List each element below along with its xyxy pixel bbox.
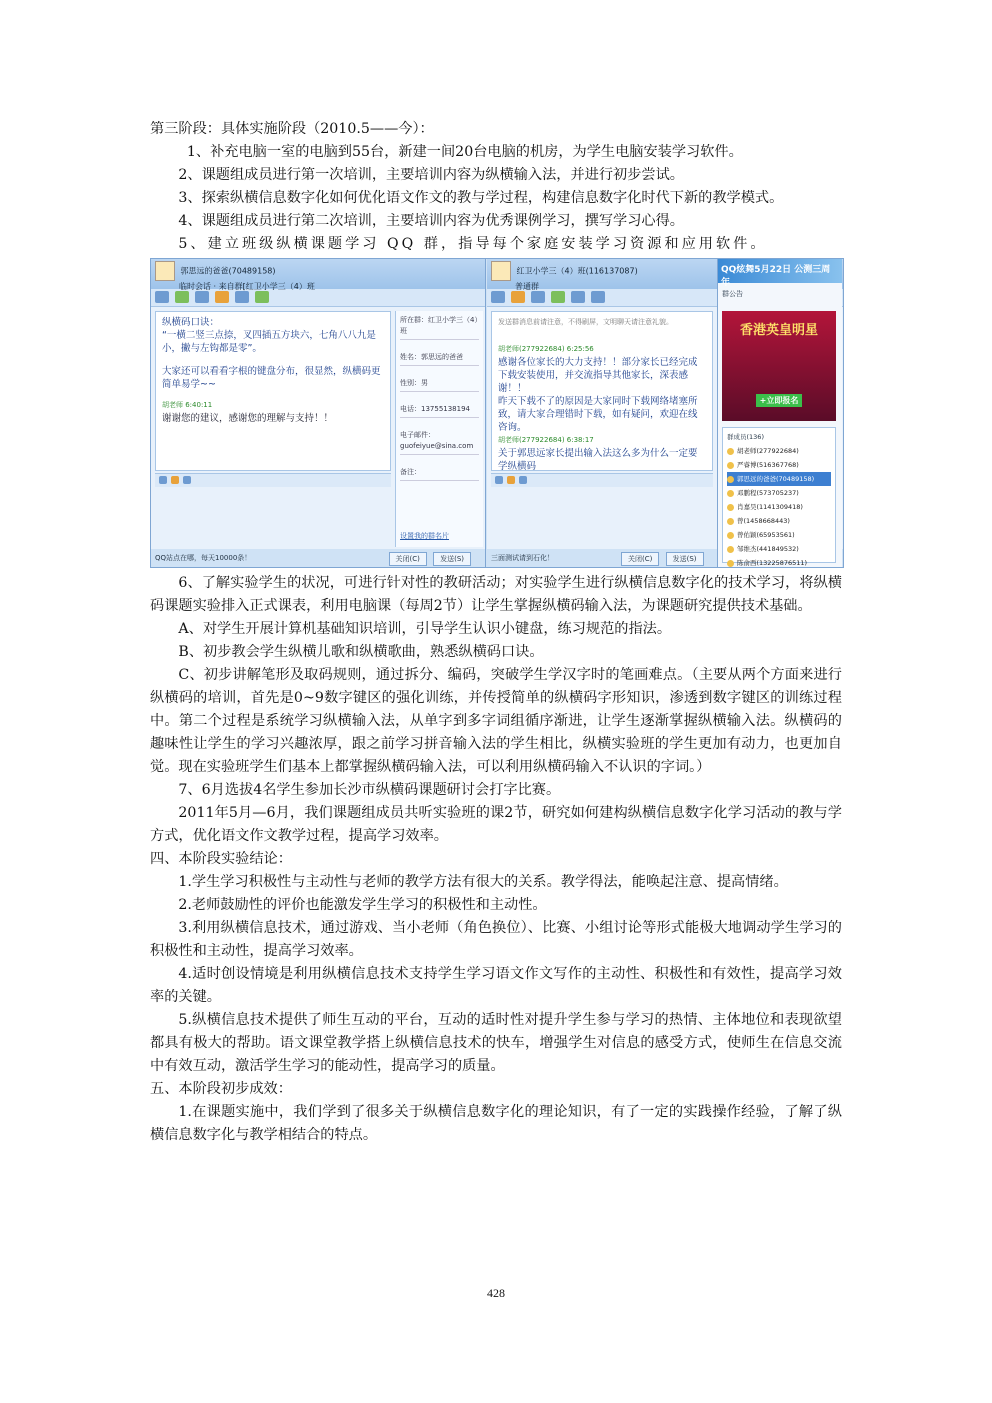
- section-4-title: 四、本阶段实验结论：: [150, 851, 292, 867]
- settings-icon: [591, 291, 605, 303]
- font-icon: [495, 476, 503, 484]
- chat-message: 大家还可以看看字根的键盘分布，很显然，纵横码更简单易学~~: [162, 366, 381, 390]
- chat-meta: 胡老师 6:40:11: [162, 401, 213, 409]
- chat-meta: 胡老师(277922684) 6:25:56: [498, 345, 594, 353]
- private-chat-title: 郭思远的爸爸(70489158): [180, 266, 276, 276]
- send-button[interactable]: 发送(S): [433, 552, 471, 566]
- screen-icon: [235, 291, 249, 303]
- private-chat-status: [151, 549, 485, 567]
- group-notice: 发送群消息前请注意，不得刷屏，文明聊天请注意礼貌。: [498, 318, 673, 326]
- emoji-icon: [507, 476, 515, 484]
- user-icon: [727, 518, 734, 525]
- user-icon: [727, 532, 734, 539]
- user-icon: [727, 476, 734, 483]
- private-chat-window: [151, 259, 486, 567]
- private-chat-input-toolbar: [155, 473, 391, 487]
- item-4: 4、课题组成员进行第二次培训，主要培训内容为优秀课例学习，撰写学习心得。: [178, 213, 684, 229]
- user-icon: [727, 546, 734, 553]
- member-name: 姓名：郭思远的爸爸: [400, 352, 479, 366]
- member-gender: 性别：男: [400, 378, 479, 392]
- file-icon: [195, 291, 209, 303]
- group-chat-title: 红卫小学三（4）班(116137087): [516, 266, 638, 276]
- private-chat-toolbar: [151, 289, 485, 307]
- member-list-title: 群成员(136): [727, 433, 764, 441]
- voice-icon: [175, 291, 189, 303]
- sub-item-c: C、初步讲解笔形及取码规则，通过拆分、编码，突破学生学汉字时的笔画难点。（主要从两个方面来进行纵横码的培训，首先是0~9数字键区的强化训练，并传授简单的纵横码字形知识，渗透到数字键区的训练过程中。第二个过程是系统学习纵横输入法，从单字到多字词组循序渐进，让学生逐渐掌握纵横输入法。纵横码的趣味性让学生的学习兴趣浓厚，跟之前学习拼音输入法的学生相比，纵横实验班的学生更加有动力，也更加自觉。现在实验班学生们基本上都掌握纵横码输入法，可以利用纵横码输入不认识的字词。）: [150, 667, 842, 775]
- group-chat-subtitle: 普通群: [515, 282, 539, 291]
- status-text: QQ站点在哪，每天10000条！: [155, 554, 252, 562]
- member-group: 所在群：红卫小学三（4）班: [400, 315, 479, 340]
- result-1: 1.在课题实施中，我们学到了很多关于纵横信息数字化的理论知识，有了一定的实践操作经验，了解了纵横信息数字化与教学相结合的特点。: [150, 1104, 842, 1143]
- member-phone: 电话：13755138194: [400, 404, 479, 418]
- item-6: 6、了解实验学生的状况，可进行针对性的教研活动；对实验学生进行纵横信息数字化的技术学习，将纵横码课题实验排入正式课表，利用电脑课（每周2节）让学生掌握纵横码输入法，为课题研究提供技术基础。: [150, 575, 842, 614]
- member-list: [722, 427, 836, 567]
- conclusion-3: 3.利用纵横信息技术，通过游戏、当小老师（角色换位）、比赛、小组讨论等形式能极大地调动学生学习的积极性和主动性，提高学习效率。: [150, 920, 842, 959]
- private-chat-subtitle: 临时会话 · 来自群[红卫小学三（4）班: [179, 282, 315, 291]
- conclusion-2: 2.老师鼓励性的评价也能激发学生学习的积极性和主动性。: [178, 897, 547, 913]
- member-email-label: 电子邮件：: [400, 431, 435, 439]
- status-text: 三面测试请到石化！: [491, 554, 554, 562]
- item-2: 2、课题组成员进行第一次培训，主要培训内容为纵横输入法，并进行初步尝试。: [178, 167, 684, 183]
- user-icon: [727, 448, 734, 455]
- member-item[interactable]: 曾(1458668443): [727, 514, 831, 528]
- album-icon: [531, 291, 545, 303]
- member-card: [395, 311, 483, 547]
- font-icon: [159, 476, 167, 484]
- ad-poster[interactable]: [722, 311, 836, 421]
- group-side-panel: [717, 259, 842, 567]
- private-chat-titlebar: [151, 259, 485, 289]
- conclusion-4: 4.适时创设情境是利用纵横信息技术支持学生学习语文作文写作的主动性、积极性和有效性，提高学习效率的关键。: [150, 966, 842, 1005]
- member-item[interactable]: 陈俞西(13225876511): [727, 556, 831, 568]
- notice-label: 群公告: [722, 290, 743, 298]
- emoji-icon: [171, 476, 179, 484]
- member-note: 备注：: [400, 467, 479, 481]
- item-1: 1、补充电脑一室的电脑到55台，新建一间20台电脑的机房，为学生电脑安装学习软件。: [186, 144, 743, 160]
- ad-banner[interactable]: QQ炫舞5月22日 公测三周年: [718, 259, 842, 283]
- member-item[interactable]: 胡老师(277922684): [727, 444, 831, 458]
- page-number: 428: [487, 1286, 505, 1300]
- send-button[interactable]: 发送(S): [666, 552, 704, 566]
- close-button[interactable]: 关闭(C): [389, 552, 427, 566]
- item-5: 5、建立班级纵横课题学习 QQ 群，指导每个家庭安装学习资源和应用软件。: [178, 236, 768, 252]
- member-item-selected[interactable]: 郭思远的爸爸(70489158): [727, 472, 831, 486]
- stage-heading: 第三阶段：具体实施阶段（2010.5——今）：: [150, 121, 434, 137]
- close-button[interactable]: 关闭(C): [621, 552, 659, 566]
- poster-title: 香港英皇明星: [739, 323, 818, 338]
- user-icon: [727, 490, 734, 497]
- video-icon: [155, 291, 169, 303]
- image-icon: [519, 476, 527, 484]
- group-chat-input-toolbar: [491, 473, 713, 487]
- user-icon: [727, 560, 734, 567]
- user-icon: [727, 504, 734, 511]
- poster-button[interactable]: +立即报名: [756, 394, 803, 407]
- image-icon: [183, 476, 191, 484]
- avatar: [155, 261, 175, 281]
- chat-message: 谢谢您的建议，感谢您的理解与支持！！: [162, 413, 334, 424]
- chat-message: 关于郭思远家长提出输入法这么多为什么一定要学纵横码: [498, 448, 698, 471]
- chat-message: 纵横码口诀： “一横二竖三点捺，叉四插五方块六，七角八八九是小，撇与左钩都是零”。: [162, 317, 376, 354]
- chat-message: 感谢各位家长的大力支持！！部分家长已经完成下载安装使用，并交流指导其他家长，深表感谢！！ 昨天下载不了的原因是大家同时下载网络堵塞所致，请大家合理错时下载，如有疑问，欢迎在线咨询。: [498, 357, 698, 433]
- member-item[interactable]: 邹维杰(441849532): [727, 542, 831, 556]
- document-body: [150, 118, 842, 1147]
- paragraph-2011: 2011年5月—6月，我们课题组成员共听实验班的课2节，研究如何建构纵横信息数字化学习活动的教与学方式，优化语文作文教学过程，提高学习效率。: [150, 805, 842, 844]
- conclusion-5: 5.纵横信息技术提供了师生互动的平台，互动的适时性对提升学生参与学习的热情、主体地位和表现欲望都具有极大的帮助。语文课堂教学搭上纵横信息技术的快车，增强学生对信息的感受方式，使师生在信息交流中有效互动，激活学生学习的能动性，提高学习的质量。: [150, 1012, 842, 1074]
- member-item[interactable]: 严睿博(516367768): [727, 458, 831, 472]
- app-icon: [215, 291, 229, 303]
- member-email: guofeiyue@sina.com: [400, 441, 479, 455]
- settings-icon: [255, 291, 269, 303]
- user-icon: [727, 462, 734, 469]
- member-item[interactable]: 邓鹏程(573705237): [727, 486, 831, 500]
- private-chat-messages: [155, 311, 391, 471]
- section-5-title: 五、本阶段初步成效：: [150, 1081, 292, 1097]
- sub-item-a: A、对学生开展计算机基础知识培训，引导学生认识小键盘，练习规范的指法。: [178, 621, 672, 637]
- share-icon: [511, 291, 525, 303]
- group-chat-messages: [491, 311, 713, 471]
- notice-icon: [551, 291, 565, 303]
- member-item[interactable]: 曾佑颖(65953561): [727, 528, 831, 542]
- file-icon: [571, 291, 585, 303]
- chat-meta: 胡老师(277922684) 6:38:17: [498, 436, 594, 444]
- item-3: 3、探索纵横信息数字化如何优化语文作文的教与学过程，构建信息数字化时代下新的教学模式。: [178, 190, 784, 206]
- sub-item-b: B、初步教会学生纵横儿歌和纵横歌曲，熟悉纵横码口诀。: [178, 644, 544, 660]
- conclusion-1: 1.学生学习积极性与主动性与老师的教学方法有很大的关系。教学得法，能唤起注意、提高情绪。: [178, 874, 788, 890]
- qq-chat-screenshot: [150, 258, 844, 568]
- set-card-link[interactable]: 设置我的群名片: [400, 532, 449, 540]
- voice-icon: [491, 291, 505, 303]
- item-7: 7、6月选拔4名学生参加长沙市纵横码课题研讨会打字比赛。: [178, 782, 561, 798]
- member-item[interactable]: 肖嘉昊(1141309418): [727, 500, 831, 514]
- group-avatar: [491, 261, 511, 281]
